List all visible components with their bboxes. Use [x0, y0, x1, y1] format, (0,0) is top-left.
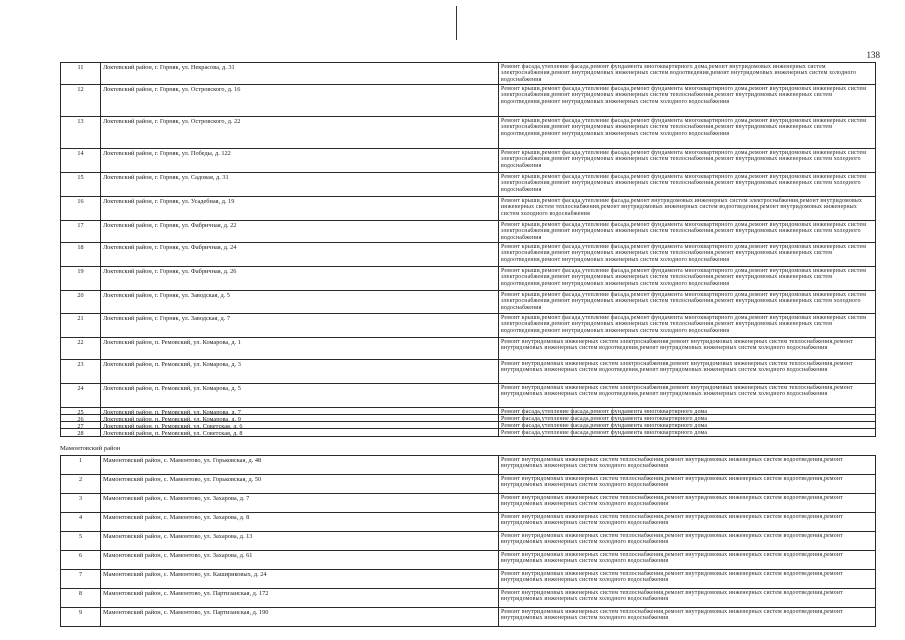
- row-works: Ремонт внутридомовых инженерных систем теплоснабжения,ремонт внутридомовых инженерных систем водоотведения,ремонт внутридомовых инженерных систем холодного водоснабжения: [501, 475, 843, 489]
- row-address-cell: [101, 117, 499, 149]
- row-address: Локтевский район, г. Горняк, ул. Островского, д. 22: [103, 118, 241, 125]
- row-number-cell: [61, 63, 101, 85]
- row-works: Ремонт крыши,ремонт фасада,утепление фасада,ремонт внутридомовых инженерных систем электроснабжения,ремонт внутридомовых инженерных систем теплоснабжения,ремонт внутридомовых инженерных систем водоотведения,ремонт внутридомовых инженерных систем холодного водоснабжения: [501, 197, 863, 218]
- row-address: Локтевский район, г. Горняк, ул. Садовая, д. 31: [103, 174, 229, 181]
- row-number-cell: [61, 589, 101, 608]
- row-address-cell: [101, 360, 499, 384]
- row-number-cell: [61, 422, 101, 429]
- row-works-cell: [499, 291, 876, 314]
- row-works: Ремонт внутридомовых инженерных систем теплоснабжения,ремонт внутридомовых инженерных систем водоотведения,ремонт внутридомовых инженерных систем холодного водоснабжения: [501, 608, 843, 622]
- row-address: Локтевский район, п. Ремовский, ул. Комарова, д. 5: [103, 385, 241, 392]
- row-works: Ремонт крыши,ремонт фасада,утепление фасада,ремонт фундамента многоквартирного дома,ремонт внутридомовых инженерных систем электроснабжения,ремонт внутридомовых инженерных систем теплоснабжения,ремонт внутридомовых инженерных систем водоотведения,ремонт внутридомовых инженерных систем холодного водоснабжения: [501, 314, 867, 335]
- row-number: 12: [77, 86, 84, 93]
- row-number-cell: [61, 267, 101, 291]
- row-number: 17: [77, 222, 84, 229]
- row-works-cell: [499, 360, 876, 384]
- table-row: [61, 589, 876, 608]
- row-number-cell: [61, 314, 101, 338]
- row-works-cell: [499, 243, 876, 267]
- row-number-cell: [61, 494, 101, 513]
- row-address-cell: [101, 456, 499, 475]
- table-row: [61, 408, 876, 415]
- row-works-cell: [499, 384, 876, 408]
- row-works: Ремонт фасада,утепление фасада,ремонт фундамента многоквартирного дома: [501, 415, 708, 421]
- table-row: [61, 63, 876, 85]
- row-number-cell: [61, 608, 101, 627]
- table-row: [61, 221, 876, 243]
- table-row: [61, 338, 876, 360]
- row-address-cell: [101, 149, 499, 173]
- row-works-cell: [499, 422, 876, 429]
- row-address: Локтевский район, п. Ремовский, ул. Комарова, д. 1: [103, 339, 241, 346]
- page-number: 138: [866, 50, 880, 60]
- row-works: Ремонт внутридомовых инженерных систем теплоснабжения,ремонт внутридомовых инженерных систем водоотведения,ремонт внутридомовых инженерных систем холодного водоснабжения: [501, 589, 843, 603]
- row-address: Локтевский район, п. Ремовский, ул. Комарова, д. 3: [103, 361, 241, 368]
- row-works: Ремонт внутридомовых инженерных систем теплоснабжения,ремонт внутридомовых инженерных систем водоотведения,ремонт внутридомовых инженерных систем холодного водоснабжения: [501, 532, 843, 546]
- section-label-mamontovsky: Мамонтовский район: [60, 445, 121, 452]
- row-works-cell: [499, 267, 876, 291]
- row-number: 4: [78, 514, 83, 521]
- row-number-cell: [61, 513, 101, 532]
- table-row: [61, 475, 876, 494]
- table-row: [61, 429, 876, 437]
- row-number-cell: [61, 117, 101, 149]
- row-address-cell: [101, 63, 499, 85]
- row-number: 26: [77, 416, 84, 421]
- row-number-cell: [61, 532, 101, 551]
- row-works: Ремонт крыши,ремонт фасада,утепление фасада,ремонт фундамента многоквартирного дома,ремонт внутридомовых инженерных систем электроснабжения,ремонт внутридомовых инженерных систем теплоснабжения,ремонт внутридомовых инженерных систем холодного водоснабжения: [501, 173, 867, 194]
- repair-table-loktevsky: [60, 62, 876, 437]
- row-number: 19: [77, 268, 84, 275]
- row-address: Локтевский район, г. Горняк, ул. Фабричная, д. 24: [103, 244, 237, 251]
- table-row: [61, 384, 876, 408]
- row-works: Ремонт фасада,утепление фасада,ремонт фундамента многоквартирного дома,ремонт внутридомовых инженерных систем электроснабжения,ремонт внутридомовых инженерных систем водоотведения,ремонт внутридомовых инженерных систем холодного водоснабжения: [501, 63, 857, 84]
- row-works-cell: [499, 408, 876, 415]
- row-address-cell: [101, 221, 499, 243]
- row-number-cell: [61, 338, 101, 360]
- row-address-cell: [101, 513, 499, 532]
- row-works: Ремонт фасада,утепление фасада,ремонт фундамента многоквартирного дома: [501, 422, 708, 428]
- row-number: 25: [77, 409, 84, 414]
- row-number-cell: [61, 456, 101, 475]
- row-works: Ремонт крыши,ремонт фасада,утепление фасада,ремонт фундамента многоквартирного дома,ремонт внутридомовых инженерных систем электроснабжения,ремонт внутридомовых инженерных систем теплоснабжения,ремонт внутридомовых инженерных систем водоотведения,ремонт внутридомовых инженерных систем холодного водоснабжения: [501, 243, 867, 264]
- row-works: Ремонт внутридомовых инженерных систем теплоснабжения,ремонт внутридомовых инженерных систем водоотведения,ремонт внутридомовых инженерных систем холодного водоснабжения: [501, 513, 843, 527]
- table-row: [61, 173, 876, 197]
- row-address-cell: [101, 243, 499, 267]
- row-address: Локтевский район, г. Горняк, ул. Победы, д. 122: [103, 150, 231, 157]
- table-row: [61, 551, 876, 570]
- row-address-cell: [101, 197, 499, 221]
- row-works: Ремонт внутридомовых инженерных систем электроснабжения,ремонт внутридомовых инженерных систем теплоснабжения,ремонт внутридомовых инженерных систем водоотведения,ремонт внутридомовых инженерных систем холодного водоснабжения: [501, 360, 853, 374]
- row-number: 2: [78, 476, 83, 483]
- row-number: 20: [77, 292, 84, 299]
- table-row: [61, 532, 876, 551]
- row-works: Ремонт крыши,ремонт фасада,утепление фасада,ремонт фундамента многоквартирного дома,ремонт внутридомовых инженерных систем электроснабжения,ремонт внутридомовых инженерных систем теплоснабжения,ремонт внутридомовых инженерных систем холодного водоснабжения: [501, 291, 867, 312]
- table-row: [61, 267, 876, 291]
- row-works-cell: [499, 221, 876, 243]
- row-address-cell: [101, 408, 499, 415]
- row-address: Мамонтовский район, с. Мамонтово, ул. Захарова, д. 8: [103, 514, 250, 521]
- row-works-cell: [499, 494, 876, 513]
- table-row: [61, 360, 876, 384]
- row-works-cell: [499, 415, 876, 422]
- row-address-cell: [101, 415, 499, 422]
- repair-table-body: [61, 456, 876, 627]
- row-works-cell: [499, 117, 876, 149]
- row-address: Мамонтовский район, с. Мамонтово, ул. Кашириковых, д. 24: [103, 571, 267, 578]
- row-works: Ремонт крыши,ремонт фасада,утепление фасада,ремонт фундамента многоквартирного дома,ремонт внутридомовых инженерных систем электроснабжения,ремонт внутридомовых инженерных систем теплоснабжения,ремонт внутридомовых инженерных систем водоотведения,ремонт внутридомовых инженерных систем холодного водоснабжения: [501, 267, 867, 288]
- table-row: [61, 494, 876, 513]
- row-address: Локтевский район, п. Ремовский, ул. Советская, д. 8: [103, 430, 243, 436]
- row-works-cell: [499, 589, 876, 608]
- row-address: Мамонтовский район, с. Мамонтово, ул. Захарова, д. 61: [103, 552, 253, 559]
- row-number: 13: [77, 118, 84, 125]
- table-row: [61, 456, 876, 475]
- row-works-cell: [499, 475, 876, 494]
- row-works-cell: [499, 338, 876, 360]
- row-works-cell: [499, 63, 876, 85]
- row-number-cell: [61, 291, 101, 314]
- row-number-cell: [61, 551, 101, 570]
- row-works-cell: [499, 456, 876, 475]
- row-number-cell: [61, 173, 101, 197]
- row-works: Ремонт внутридомовых инженерных систем теплоснабжения,ремонт внутридомовых инженерных систем водоотведения,ремонт внутридомовых инженерных систем холодного водоснабжения: [501, 570, 843, 584]
- row-address: Мамонтовский район, с. Мамонтово, ул. Партизанская, д. 172: [103, 590, 269, 597]
- row-address-cell: [101, 494, 499, 513]
- row-address: Мамонтовский район, с. Мамонтово, ул. Захарова, д. 13: [103, 533, 253, 540]
- table-row: [61, 513, 876, 532]
- table-row: [61, 197, 876, 221]
- row-address-cell: [101, 173, 499, 197]
- row-address-cell: [101, 475, 499, 494]
- table-row: [61, 149, 876, 173]
- table-row: [61, 117, 876, 149]
- row-address-cell: [101, 338, 499, 360]
- row-address-cell: [101, 422, 499, 429]
- row-works: Ремонт фасада,утепление фасада,ремонт фундамента многоквартирного дома: [501, 408, 708, 414]
- row-address-cell: [101, 551, 499, 570]
- row-number: 5: [78, 533, 83, 540]
- row-number-cell: [61, 149, 101, 173]
- row-number: 11: [77, 64, 84, 71]
- row-number: 8: [78, 590, 83, 597]
- row-works-cell: [499, 149, 876, 173]
- table-row: [61, 291, 876, 314]
- row-number-cell: [61, 197, 101, 221]
- row-address: Локтевский район, г. Горняк, ул. Островского, д. 16: [103, 86, 241, 93]
- row-works: Ремонт крыши,ремонт фасада,утепление фасада,ремонт фундамента многоквартирного дома,ремонт внутридомовых инженерных систем электроснабжения,ремонт внутридомовых инженерных систем теплоснабжения,ремонт внутридомовых инженерных систем водоотведения,ремонт внутридомовых инженерных систем холодного водоснабжения: [501, 85, 867, 106]
- row-works-cell: [499, 608, 876, 627]
- row-number: 18: [77, 244, 84, 251]
- row-works: Ремонт внутридомовых инженерных систем теплоснабжения,ремонт внутридомовых инженерных систем водоотведения,ремонт внутридомовых инженерных систем холодного водоснабжения: [501, 494, 843, 508]
- table-row: [61, 422, 876, 429]
- row-address-cell: [101, 589, 499, 608]
- row-number: 28: [77, 430, 84, 436]
- repair-table-mamontovsky: [60, 455, 876, 627]
- row-number-cell: [61, 429, 101, 437]
- row-works: Ремонт крыши,ремонт фасада,утепление фасада,ремонт фундамента многоквартирного дома,ремонт внутридомовых инженерных систем электроснабжения,ремонт внутридомовых инженерных систем теплоснабжения,ремонт внутридомовых инженерных систем холодного водоснабжения: [501, 221, 867, 242]
- row-works: Ремонт крыши,ремонт фасада,утепление фасада,ремонт фундамента многоквартирного дома,ремонт внутридомовых инженерных систем электроснабжения,ремонт внутридомовых инженерных систем теплоснабжения,ремонт внутридомовых инженерных систем холодного водоснабжения: [501, 149, 867, 170]
- row-address: Локтевский район, г. Горняк, ул. Усадебная, д. 19: [103, 198, 235, 205]
- row-address-cell: [101, 291, 499, 314]
- row-address: Мамонтовский район, с. Мамонтово, ул. Партизанская, д. 190: [103, 609, 269, 616]
- table-row: [61, 570, 876, 589]
- row-number-cell: [61, 415, 101, 422]
- row-number-cell: [61, 360, 101, 384]
- row-address-cell: [101, 314, 499, 338]
- row-works: Ремонт внутридомовых инженерных систем электроснабжения,ремонт внутридомовых инженерных систем теплоснабжения,ремонт внутридомовых инженерных систем водоотведения,ремонт внутридомовых инженерных систем холодного водоснабжения: [501, 338, 853, 352]
- table-row: [61, 314, 876, 338]
- table-row: [61, 85, 876, 117]
- row-works-cell: [499, 85, 876, 117]
- row-number-cell: [61, 384, 101, 408]
- row-address-cell: [101, 267, 499, 291]
- row-number-cell: [61, 85, 101, 117]
- row-address: Локтевский район, п. Ремовский, ул. Комарова, д. 7: [103, 409, 241, 414]
- row-number: 21: [77, 315, 84, 322]
- row-works: Ремонт внутридомовых инженерных систем электроснабжения,ремонт внутридомовых инженерных систем теплоснабжения,ремонт внутридомовых инженерных систем водоотведения,ремонт внутридомовых инженерных систем холодного водоснабжения: [501, 384, 853, 398]
- row-address: Мамонтовский район, с. Мамонтово, ул. Захарова, д. 7: [103, 495, 250, 502]
- row-works-cell: [499, 314, 876, 338]
- row-address-cell: [101, 608, 499, 627]
- row-number: 6: [78, 552, 83, 559]
- row-address: Локтевский район, п. Ремовский, ул. Советская, д. 6: [103, 423, 243, 428]
- binding-mark: [456, 6, 457, 40]
- row-works-cell: [499, 532, 876, 551]
- row-number: 14: [77, 150, 84, 157]
- row-number: 23: [77, 361, 84, 368]
- row-address: Мамонтовский район, с. Мамонтово, ул. Горьковская, д. 48: [103, 457, 262, 464]
- row-number: 7: [78, 571, 83, 578]
- row-works: Ремонт фасада,утепление фасада,ремонт фундамента многоквартирного дома: [501, 429, 708, 436]
- row-number: 3: [78, 495, 83, 502]
- row-address: Локтевский район, г. Горняк, ул. Фабричная, д. 22: [103, 222, 237, 229]
- row-address: Локтевский район, г. Горняк, ул. Фабричная, д. 26: [103, 268, 237, 275]
- row-works: Ремонт внутридомовых инженерных систем теплоснабжения,ремонт внутридомовых инженерных систем водоотведения,ремонт внутридомовых инженерных систем холодного водоснабжения: [501, 456, 843, 470]
- row-works-cell: [499, 197, 876, 221]
- row-number-cell: [61, 408, 101, 415]
- row-address-cell: [101, 570, 499, 589]
- row-number-cell: [61, 243, 101, 267]
- row-works: Ремонт внутридомовых инженерных систем теплоснабжения,ремонт внутридомовых инженерных систем водоотведения,ремонт внутридомовых инженерных систем холодного водоснабжения: [501, 551, 843, 565]
- repair-table-body: [61, 63, 876, 437]
- table-row: [61, 243, 876, 267]
- row-number-cell: [61, 221, 101, 243]
- row-number: 27: [77, 423, 84, 428]
- row-number: 1: [78, 457, 83, 464]
- table-row: [61, 415, 876, 422]
- row-address: Локтевский район, г. Горняк, ул. Некрасова, д. 31: [103, 64, 235, 71]
- row-number: 24: [77, 385, 84, 392]
- row-number-cell: [61, 570, 101, 589]
- row-works-cell: [499, 429, 876, 437]
- row-works-cell: [499, 551, 876, 570]
- row-works: Ремонт крыши,ремонт фасада,утепление фасада,ремонт фундамента многоквартирного дома,ремонт внутридомовых инженерных систем электроснабжения,ремонт внутридомовых инженерных систем теплоснабжения,ремонт внутридомовых инженерных систем водоотведения,ремонт внутридомовых инженерных систем холодного водоснабжения: [501, 117, 867, 138]
- row-address-cell: [101, 429, 499, 437]
- row-address-cell: [101, 384, 499, 408]
- row-number-cell: [61, 475, 101, 494]
- row-address: Локтевский район, г. Горняк, ул. Заводская, д. 5: [103, 292, 231, 299]
- row-works-cell: [499, 513, 876, 532]
- row-address-cell: [101, 85, 499, 117]
- row-address: Локтевский район, г. Горняк, ул. Заводская, д. 7: [103, 315, 231, 322]
- row-works-cell: [499, 570, 876, 589]
- row-address: Локтевский район, п. Ремовский, ул. Комарова, д. 9: [103, 416, 241, 421]
- row-works-cell: [499, 173, 876, 197]
- row-address-cell: [101, 532, 499, 551]
- table-row: [61, 608, 876, 627]
- row-number: 22: [77, 339, 84, 346]
- row-number: 9: [78, 609, 83, 616]
- row-number: 15: [77, 174, 84, 181]
- row-address: Мамонтовский район, с. Мамонтово, ул. Горьковская, д. 50: [103, 476, 262, 483]
- row-number: 16: [77, 198, 84, 205]
